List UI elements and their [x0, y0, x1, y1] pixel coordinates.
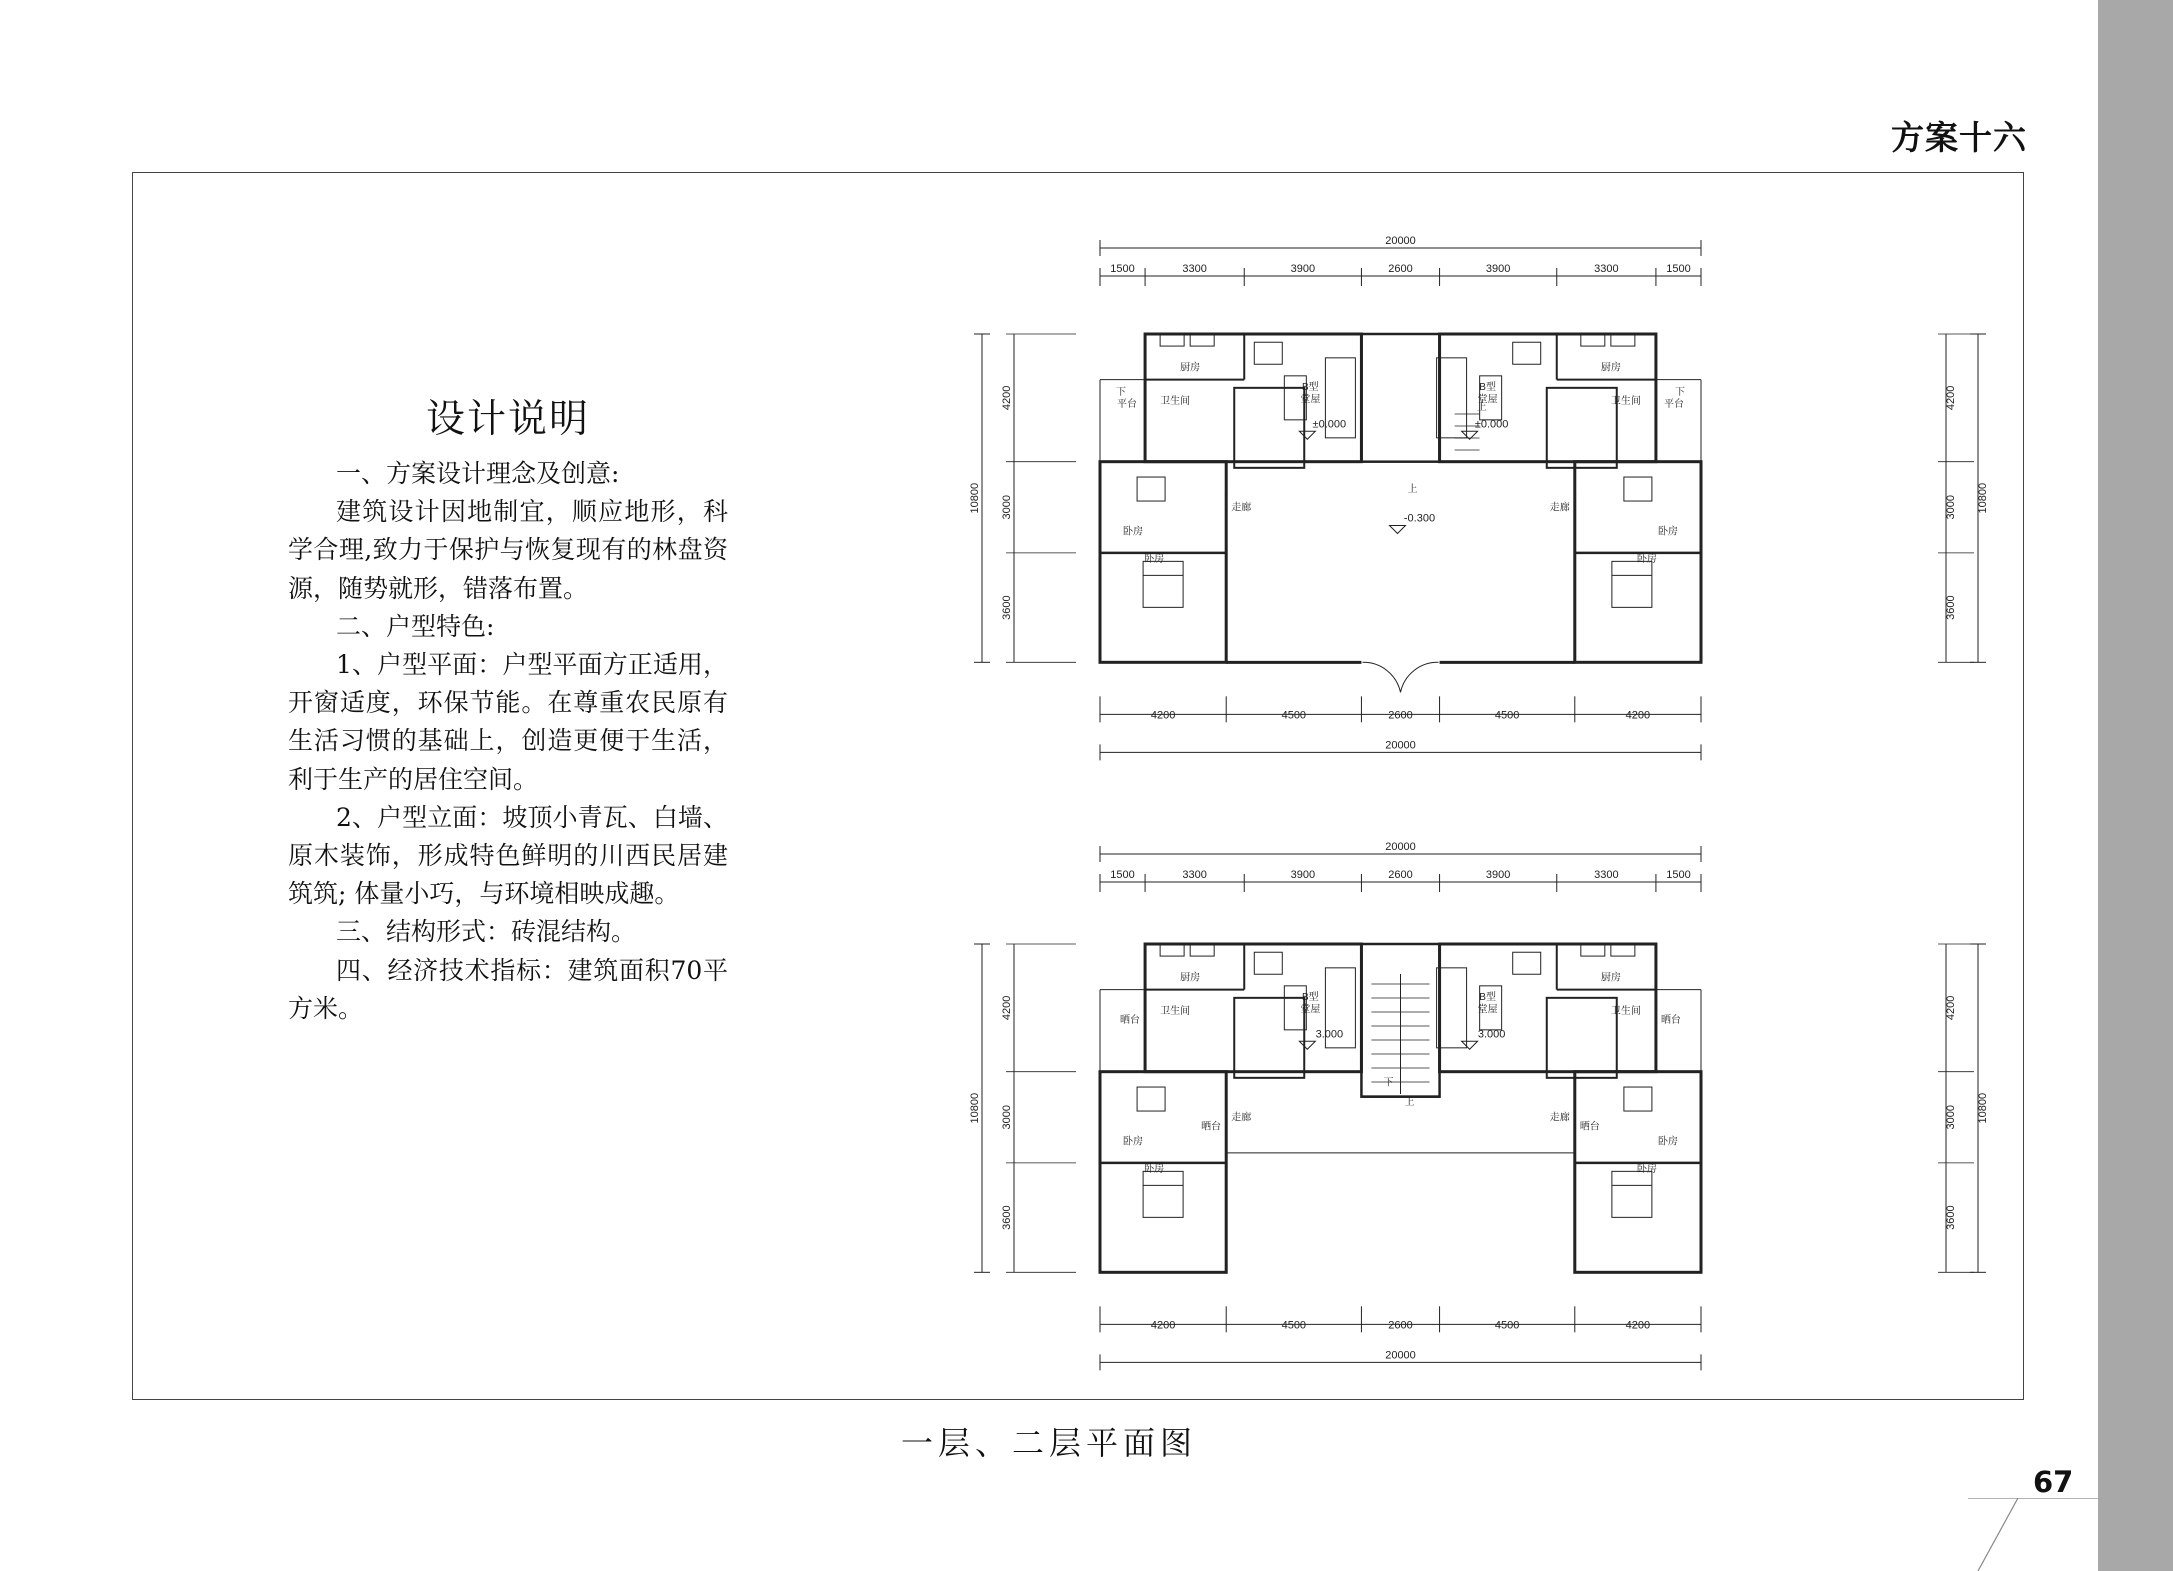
dim-bottom-value: 4500 [1281, 709, 1307, 722]
level-mark: -0.300 [1403, 512, 1436, 525]
dim-top-value: 1500 [1110, 263, 1135, 275]
description-paragraph: 四、经济技术指标：建筑面积70平方米。 [288, 955, 728, 1023]
dim-side-value: 3000 [1945, 495, 1957, 520]
dim-top-value: 3900 [1290, 869, 1316, 881]
stove-icon [1581, 334, 1605, 346]
room-label-bath: 卫生间 [1160, 1005, 1191, 1017]
description-paragraph: 二、户型特色: [336, 611, 495, 641]
room-label-bedroom: 卧房 [1123, 526, 1144, 538]
corner-decoration [1968, 1498, 2098, 1571]
dim-bottom-value: 2600 [1388, 709, 1413, 722]
bathroom [1234, 388, 1304, 468]
dim-side-value: 3600 [1001, 1205, 1013, 1230]
room-label-balcony: 晒台 [1201, 1121, 1222, 1133]
entrance-door [1363, 662, 1401, 692]
stove-icon [1160, 334, 1184, 346]
bathroom [1547, 998, 1617, 1078]
sofa-icon [1437, 968, 1467, 1048]
stove-icon [1611, 334, 1635, 346]
description-paragraph: 1、户型平面：户型平面方正适用，开窗适度，环保节能。在尊重农民原有生活习惯的基础上，创造更便于生活，利于生产的居住空间。 [288, 650, 728, 794]
room-label-balcony: 晒台 [1120, 1015, 1141, 1027]
dim-top-total: 20000 [1385, 235, 1416, 247]
dim-top-value: 3300 [1594, 869, 1619, 881]
dim-side-value: 4200 [1001, 995, 1013, 1021]
bathroom [1234, 998, 1304, 1078]
level-mark: 3.000 [1315, 1028, 1344, 1041]
dim-side-total: 10800 [1977, 482, 1989, 514]
bathroom [1547, 388, 1617, 468]
dim-top-value: 2600 [1388, 869, 1413, 881]
figure-caption: 一层、二层平面图 [900, 1424, 1197, 1462]
room-label-bedroom: 卧房 [1657, 1136, 1678, 1148]
stove-icon [1611, 944, 1635, 956]
ground-floor-plan [960, 228, 2000, 788]
room-label-down: 下 [1383, 1077, 1394, 1089]
bed-icon [1612, 561, 1652, 607]
description-paragraph: 建筑设计因地制宜，顺应地形，科学合理,致力于保护与恢复现有的林盘资源，随势就形，错落布置。 [288, 497, 728, 603]
dim-side-value: 4200 [1945, 995, 1957, 1021]
dim-top-value: 1500 [1666, 263, 1691, 275]
level-triangle [1299, 1041, 1315, 1049]
dim-bottom-value: 4500 [1281, 1319, 1307, 1332]
dim-bottom-value: 4500 [1494, 1319, 1520, 1332]
table-icon [1254, 342, 1282, 364]
dim-top-value: 3300 [1182, 263, 1207, 275]
room-label-living: 堂屋 [1477, 1004, 1498, 1016]
page-number: 67 [2033, 1465, 2074, 1499]
room-label-balcony: 晒台 [1660, 1015, 1681, 1027]
level-triangle [1299, 431, 1315, 439]
room-label-bedroom: 卧房 [1144, 1164, 1165, 1175]
dim-bottom-value: 2600 [1388, 1319, 1413, 1332]
dim-bottom-total: 20000 [1385, 1349, 1416, 1362]
room-label-down: 下 [1674, 386, 1685, 398]
second-floor-plan [960, 834, 2000, 1394]
stove-icon [1581, 944, 1605, 956]
bed-icon [1624, 1087, 1652, 1111]
description-paragraph: 一、方案设计理念及创意: [336, 459, 620, 488]
dim-side-total: 10800 [1977, 1092, 1989, 1124]
table-icon [1254, 952, 1282, 974]
dim-bottom-value: 4200 [1625, 1319, 1651, 1332]
room-label-bath: 卫生间 [1610, 395, 1641, 407]
room-label-platform: 平台 [1117, 398, 1138, 410]
dim-side-value: 4200 [1945, 385, 1957, 411]
bed-icon [1612, 1171, 1652, 1217]
room-label-bedroom: 卧房 [1123, 1136, 1144, 1148]
room-label-bedroom: 卧房 [1636, 1164, 1657, 1175]
level-mark: ±0.000 [1312, 418, 1347, 431]
dim-side-value: 3000 [1945, 1105, 1957, 1130]
dim-top-total: 20000 [1385, 841, 1416, 853]
dim-bottom-value: 4500 [1494, 709, 1520, 722]
table-icon [1513, 952, 1541, 974]
bed-icon [1137, 477, 1165, 501]
room-label-living: 堂屋 [1300, 394, 1321, 406]
dim-top-value: 3300 [1182, 869, 1207, 881]
description-paragraph: 2、户型立面：坡顶小青瓦、白墙、原木装饰，形成特色鲜明的川西民居建筑筑; 体量小巧，与环境相映成趣。 [288, 802, 728, 909]
room-label-kitchen: 厨房 [1180, 362, 1201, 374]
dim-side-value: 3600 [1001, 595, 1013, 620]
level-triangle [1389, 526, 1405, 534]
room-label-type: B型 [1479, 382, 1496, 394]
building-outline [1100, 334, 1701, 662]
room-label-bedroom: 卧房 [1144, 554, 1165, 565]
entrance-door [1401, 662, 1439, 692]
room-label-kitchen: 厨房 [1600, 362, 1621, 374]
room-label-corridor: 走廊 [1231, 1112, 1252, 1124]
bed-icon [1143, 561, 1183, 607]
dim-bottom-value: 4200 [1625, 709, 1651, 722]
room-label-corridor: 走廊 [1549, 502, 1570, 514]
room-label-corridor: 走廊 [1549, 1112, 1570, 1124]
room-label-platform: 平台 [1663, 398, 1684, 410]
stair-core [1361, 334, 1439, 462]
dim-bottom-total: 20000 [1385, 739, 1416, 752]
description-title: 设计说明 [426, 397, 591, 442]
dim-bottom-value: 4200 [1150, 1319, 1176, 1332]
room-label-up: 上 [1407, 484, 1418, 496]
bed-icon [1143, 1171, 1183, 1217]
room-label-bedroom: 卧房 [1636, 554, 1657, 565]
room-label-bedroom: 卧房 [1657, 526, 1678, 538]
table-icon [1513, 342, 1541, 364]
dim-top-value: 3900 [1485, 263, 1511, 275]
dim-top-value: 3900 [1485, 869, 1511, 881]
room-label-down: 下 [1116, 386, 1127, 398]
dim-side-value: 3000 [1001, 1105, 1013, 1130]
dim-side-value: 3600 [1945, 595, 1957, 620]
dim-top-value: 1500 [1666, 869, 1691, 881]
dim-top-value: 1500 [1110, 869, 1135, 881]
dim-side-total: 10800 [969, 1092, 981, 1124]
room-label-up: 上 [1404, 1097, 1415, 1109]
scheme-title: 方案十六 [1891, 118, 2027, 157]
dim-bottom-value: 4200 [1150, 709, 1176, 722]
bed-icon [1137, 1087, 1165, 1111]
level-mark: ±0.000 [1474, 418, 1509, 431]
dim-side-total: 10800 [969, 482, 981, 514]
description-paragraph: 三、结构形式：砖混结构。 [336, 917, 637, 947]
room-label-bath: 卫生间 [1160, 395, 1191, 407]
room-label-kitchen: 厨房 [1180, 972, 1201, 984]
room-label-type: B型 [1302, 382, 1319, 394]
bed-icon [1624, 477, 1652, 501]
room-label-bath: 卫生间 [1610, 1005, 1641, 1017]
room-label-corridor: 走廊 [1231, 502, 1252, 514]
room-label-type: B型 [1479, 992, 1496, 1004]
description-body [288, 455, 728, 1028]
dim-top-value: 3900 [1290, 263, 1316, 275]
dim-top-value: 2600 [1388, 263, 1413, 275]
stove-icon [1190, 334, 1214, 346]
dim-side-value: 3600 [1945, 1205, 1957, 1230]
room-label-balcony: 晒台 [1579, 1121, 1600, 1133]
room-label-kitchen: 厨房 [1600, 972, 1621, 984]
room-label-living: 堂屋 [1300, 1004, 1321, 1016]
dim-top-value: 3300 [1594, 263, 1619, 275]
page-edge-bar [2098, 0, 2173, 1571]
room-label-living: 堂屋 [1477, 394, 1498, 406]
room-label-type: B型 [1302, 992, 1319, 1004]
dim-side-value: 3000 [1001, 495, 1013, 520]
stove-icon [1190, 944, 1214, 956]
level-mark: 3.000 [1477, 1028, 1506, 1041]
dim-side-value: 4200 [1001, 385, 1013, 411]
stove-icon [1160, 944, 1184, 956]
room-label-up: 上 [1476, 402, 1487, 413]
